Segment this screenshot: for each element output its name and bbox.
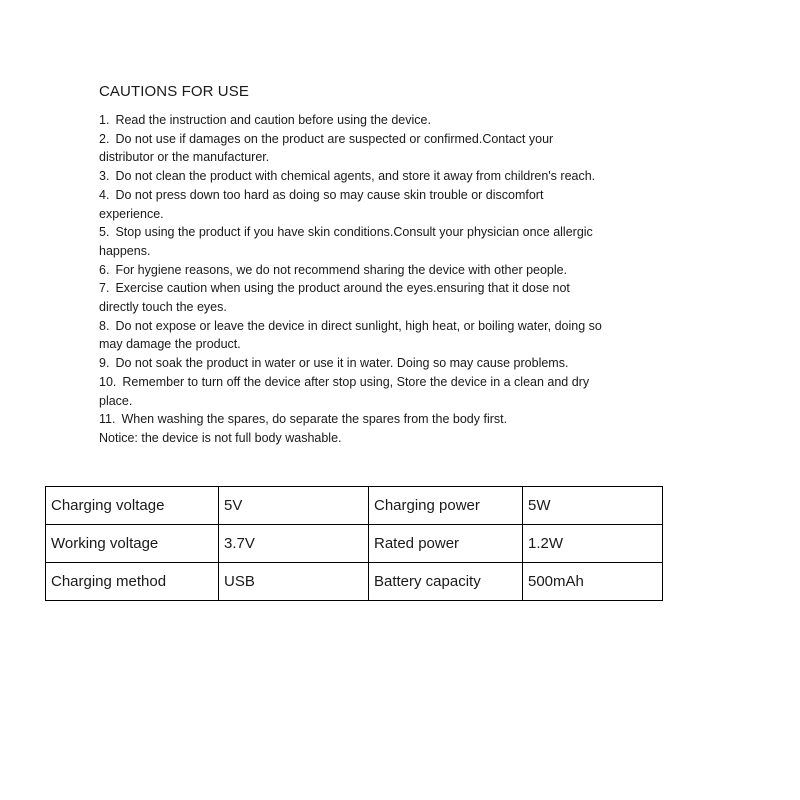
- spec-value: 500mAh: [523, 563, 663, 601]
- caution-number: 5.: [99, 225, 110, 240]
- table-row: [46, 525, 663, 563]
- spec-label: Rated power: [369, 525, 523, 563]
- caution-text: When washing the spares, do separate the spares from the body first.: [121, 412, 508, 427]
- caution-number: 8.: [99, 318, 110, 333]
- caution-item: [99, 111, 604, 130]
- cautions-list: [99, 111, 604, 448]
- caution-text: For hygiene reasons, we do not recommend sharing the device with other people.: [115, 262, 568, 277]
- spec-value: 5V: [219, 487, 369, 525]
- spec-label: Battery capacity: [369, 563, 523, 601]
- caution-text: Stop using the product if you have skin conditions.Consult your physician once allergic happens.: [99, 225, 593, 258]
- spec-value: 3.7V: [219, 525, 369, 563]
- caution-item: [99, 410, 604, 429]
- table-row: [46, 563, 663, 601]
- caution-number: 3.: [99, 169, 110, 184]
- caution-item: [99, 167, 604, 186]
- spec-label: Working voltage: [46, 525, 219, 563]
- table-row: [46, 487, 663, 525]
- caution-item: [99, 261, 604, 280]
- caution-number: 4.: [99, 187, 110, 202]
- caution-number: 9.: [99, 356, 110, 371]
- caution-text: Read the instruction and caution before using the device.: [115, 113, 431, 127]
- spec-value: 5W: [523, 487, 663, 525]
- notice-text: Notice: the device is not full body washable.: [99, 430, 342, 445]
- caution-item: [99, 279, 604, 316]
- spec-label: Charging voltage: [46, 487, 219, 525]
- caution-number: 11.: [99, 412, 116, 427]
- document-title: CAUTIONS FOR USE: [99, 83, 249, 100]
- caution-text: Do not clean the product with chemical agents, and store it away from children's reach.: [115, 169, 596, 184]
- caution-item: [99, 373, 604, 410]
- caution-text: Exercise caution when using the product around the eyes.ensuring that it dose not directly touch the eyes.: [99, 281, 570, 315]
- caution-item: [99, 354, 604, 373]
- caution-item: [99, 186, 604, 223]
- caution-text: Do not soak the product in water or use it in water. Doing so may cause problems.: [115, 356, 569, 371]
- caution-text: Do not press down too hard as doing so may cause skin trouble or discomfort experience.: [99, 187, 544, 221]
- spec-value: 1.2W: [523, 525, 663, 563]
- caution-text: Remember to turn off the device after stop using, Store the device in a clean and dry place.: [99, 374, 590, 408]
- caution-text: Do not use if damages on the product are suspected or confirmed.Contact your distributor or the manufacturer.: [99, 131, 554, 165]
- caution-text: Do not expose or leave the device in direct sunlight, high heat, or boiling water, doing so may damage the product.: [99, 318, 602, 352]
- spec-label: Charging power: [369, 487, 523, 525]
- spec-value: USB: [219, 563, 369, 601]
- caution-number: 1.: [99, 113, 110, 127]
- caution-number: 7.: [99, 281, 110, 296]
- specs-table: [45, 486, 663, 601]
- caution-item: [99, 130, 604, 167]
- caution-item: [99, 223, 604, 260]
- caution-number: 6.: [99, 262, 110, 277]
- spec-label: Charging method: [46, 563, 219, 601]
- caution-number: 2.: [99, 131, 110, 146]
- caution-item: [99, 317, 604, 354]
- caution-number: 10.: [99, 374, 117, 389]
